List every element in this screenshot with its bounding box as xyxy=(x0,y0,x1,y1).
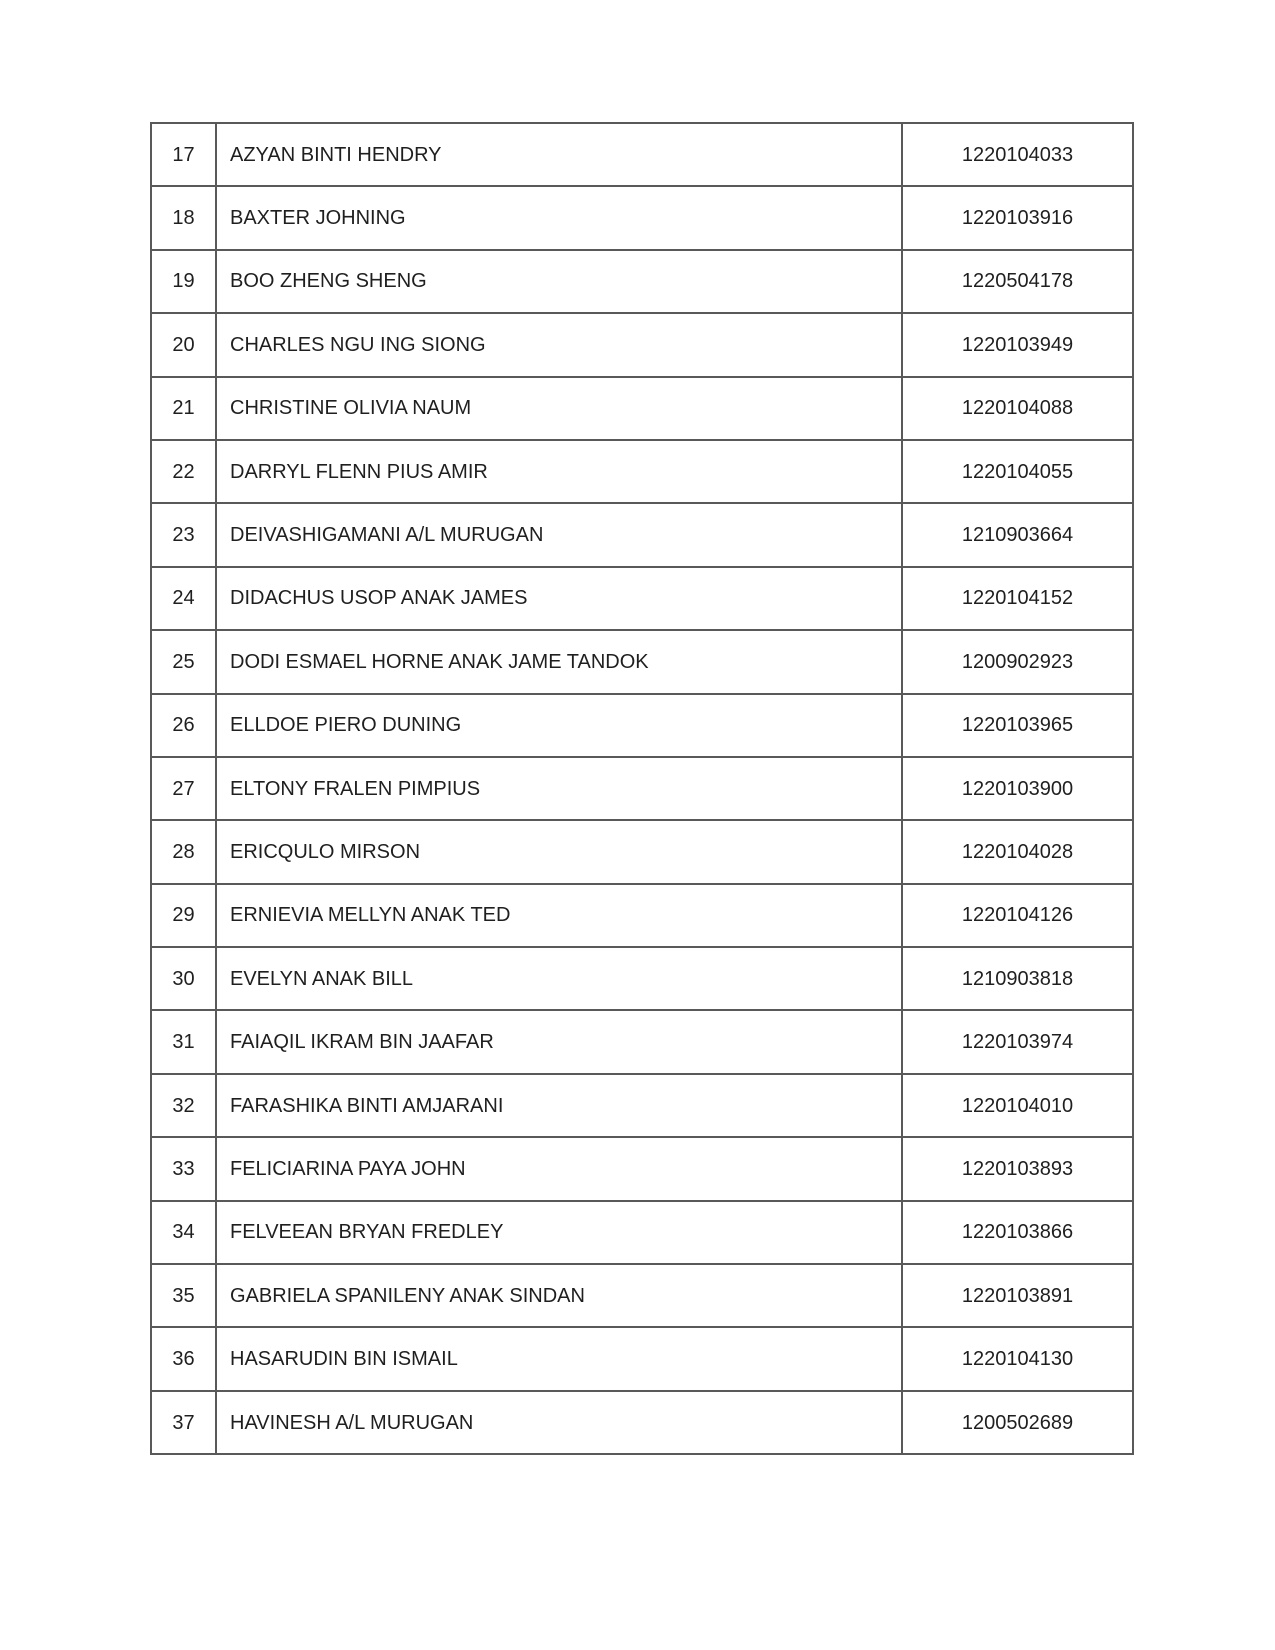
student-name-cell: FAIAQIL IKRAM BIN JAAFAR xyxy=(216,1010,902,1073)
row-number-cell: 32 xyxy=(151,1074,216,1137)
table-row xyxy=(151,440,1133,503)
matric-number-cell: 1220103949 xyxy=(902,313,1133,376)
student-name-cell: FARASHIKA BINTI AMJARANI xyxy=(216,1074,902,1137)
student-name-cell: EVELYN ANAK BILL xyxy=(216,947,902,1010)
row-number-cell: 20 xyxy=(151,313,216,376)
table-row xyxy=(151,820,1133,883)
row-number-cell: 24 xyxy=(151,567,216,630)
student-name-cell: DODI ESMAEL HORNE ANAK JAME TANDOK xyxy=(216,630,902,693)
matric-number-cell: 1200902923 xyxy=(902,630,1133,693)
student-name-cell: BAXTER JOHNING xyxy=(216,186,902,249)
roster-table-body xyxy=(151,123,1133,1454)
row-number-cell: 31 xyxy=(151,1010,216,1073)
student-name-cell: ELLDOE PIERO DUNING xyxy=(216,694,902,757)
table-row xyxy=(151,1391,1133,1454)
matric-number-cell: 1200502689 xyxy=(902,1391,1133,1454)
student-name-cell: ELTONY FRALEN PIMPIUS xyxy=(216,757,902,820)
table-row xyxy=(151,1137,1133,1200)
matric-number-cell: 1220103965 xyxy=(902,694,1133,757)
table-row xyxy=(151,1074,1133,1137)
table-row xyxy=(151,630,1133,693)
matric-number-cell: 1220104130 xyxy=(902,1327,1133,1390)
row-number-cell: 25 xyxy=(151,630,216,693)
matric-number-cell: 1220104126 xyxy=(902,884,1133,947)
matric-number-cell: 1220104010 xyxy=(902,1074,1133,1137)
table-row xyxy=(151,1327,1133,1390)
row-number-cell: 19 xyxy=(151,250,216,313)
table-row xyxy=(151,1201,1133,1264)
student-name-cell: DEIVASHIGAMANI A/L MURUGAN xyxy=(216,503,902,566)
matric-number-cell: 1220104033 xyxy=(902,123,1133,186)
row-number-cell: 34 xyxy=(151,1201,216,1264)
student-roster-table xyxy=(150,122,1134,1455)
row-number-cell: 37 xyxy=(151,1391,216,1454)
table-row xyxy=(151,186,1133,249)
row-number-cell: 18 xyxy=(151,186,216,249)
matric-number-cell: 1220103866 xyxy=(902,1201,1133,1264)
row-number-cell: 33 xyxy=(151,1137,216,1200)
matric-number-cell: 1220104088 xyxy=(902,377,1133,440)
row-number-cell: 23 xyxy=(151,503,216,566)
matric-number-cell: 1220104055 xyxy=(902,440,1133,503)
row-number-cell: 21 xyxy=(151,377,216,440)
row-number-cell: 17 xyxy=(151,123,216,186)
student-name-cell: CHARLES NGU ING SIONG xyxy=(216,313,902,376)
matric-number-cell: 1220103916 xyxy=(902,186,1133,249)
table-row xyxy=(151,884,1133,947)
matric-number-cell: 1220103900 xyxy=(902,757,1133,820)
table-row xyxy=(151,123,1133,186)
matric-number-cell: 1220104028 xyxy=(902,820,1133,883)
table-row xyxy=(151,1010,1133,1073)
matric-number-cell: 1220103891 xyxy=(902,1264,1133,1327)
student-name-cell: HAVINESH A/L MURUGAN xyxy=(216,1391,902,1454)
matric-number-cell: 1210903664 xyxy=(902,503,1133,566)
row-number-cell: 27 xyxy=(151,757,216,820)
student-name-cell: CHRISTINE OLIVIA NAUM xyxy=(216,377,902,440)
table-row xyxy=(151,694,1133,757)
student-name-cell: DIDACHUS USOP ANAK JAMES xyxy=(216,567,902,630)
student-name-cell: BOO ZHENG SHENG xyxy=(216,250,902,313)
student-name-cell: FELICIARINA PAYA JOHN xyxy=(216,1137,902,1200)
matric-number-cell: 1220104152 xyxy=(902,567,1133,630)
row-number-cell: 26 xyxy=(151,694,216,757)
student-name-cell: GABRIELA SPANILENY ANAK SINDAN xyxy=(216,1264,902,1327)
student-name-cell: AZYAN BINTI HENDRY xyxy=(216,123,902,186)
matric-number-cell: 1220504178 xyxy=(902,250,1133,313)
table-row xyxy=(151,947,1133,1010)
student-name-cell: ERICQULO MIRSON xyxy=(216,820,902,883)
table-row xyxy=(151,567,1133,630)
row-number-cell: 30 xyxy=(151,947,216,1010)
student-name-cell: FELVEEAN BRYAN FREDLEY xyxy=(216,1201,902,1264)
table-row xyxy=(151,757,1133,820)
row-number-cell: 35 xyxy=(151,1264,216,1327)
student-name-cell: ERNIEVIA MELLYN ANAK TED xyxy=(216,884,902,947)
matric-number-cell: 1220103893 xyxy=(902,1137,1133,1200)
table-row xyxy=(151,250,1133,313)
table-row xyxy=(151,313,1133,376)
matric-number-cell: 1220103974 xyxy=(902,1010,1133,1073)
row-number-cell: 28 xyxy=(151,820,216,883)
table-row xyxy=(151,503,1133,566)
student-name-cell: DARRYL FLENN PIUS AMIR xyxy=(216,440,902,503)
row-number-cell: 29 xyxy=(151,884,216,947)
row-number-cell: 22 xyxy=(151,440,216,503)
student-name-cell: HASARUDIN BIN ISMAIL xyxy=(216,1327,902,1390)
row-number-cell: 36 xyxy=(151,1327,216,1390)
table-row xyxy=(151,377,1133,440)
matric-number-cell: 1210903818 xyxy=(902,947,1133,1010)
table-row xyxy=(151,1264,1133,1327)
